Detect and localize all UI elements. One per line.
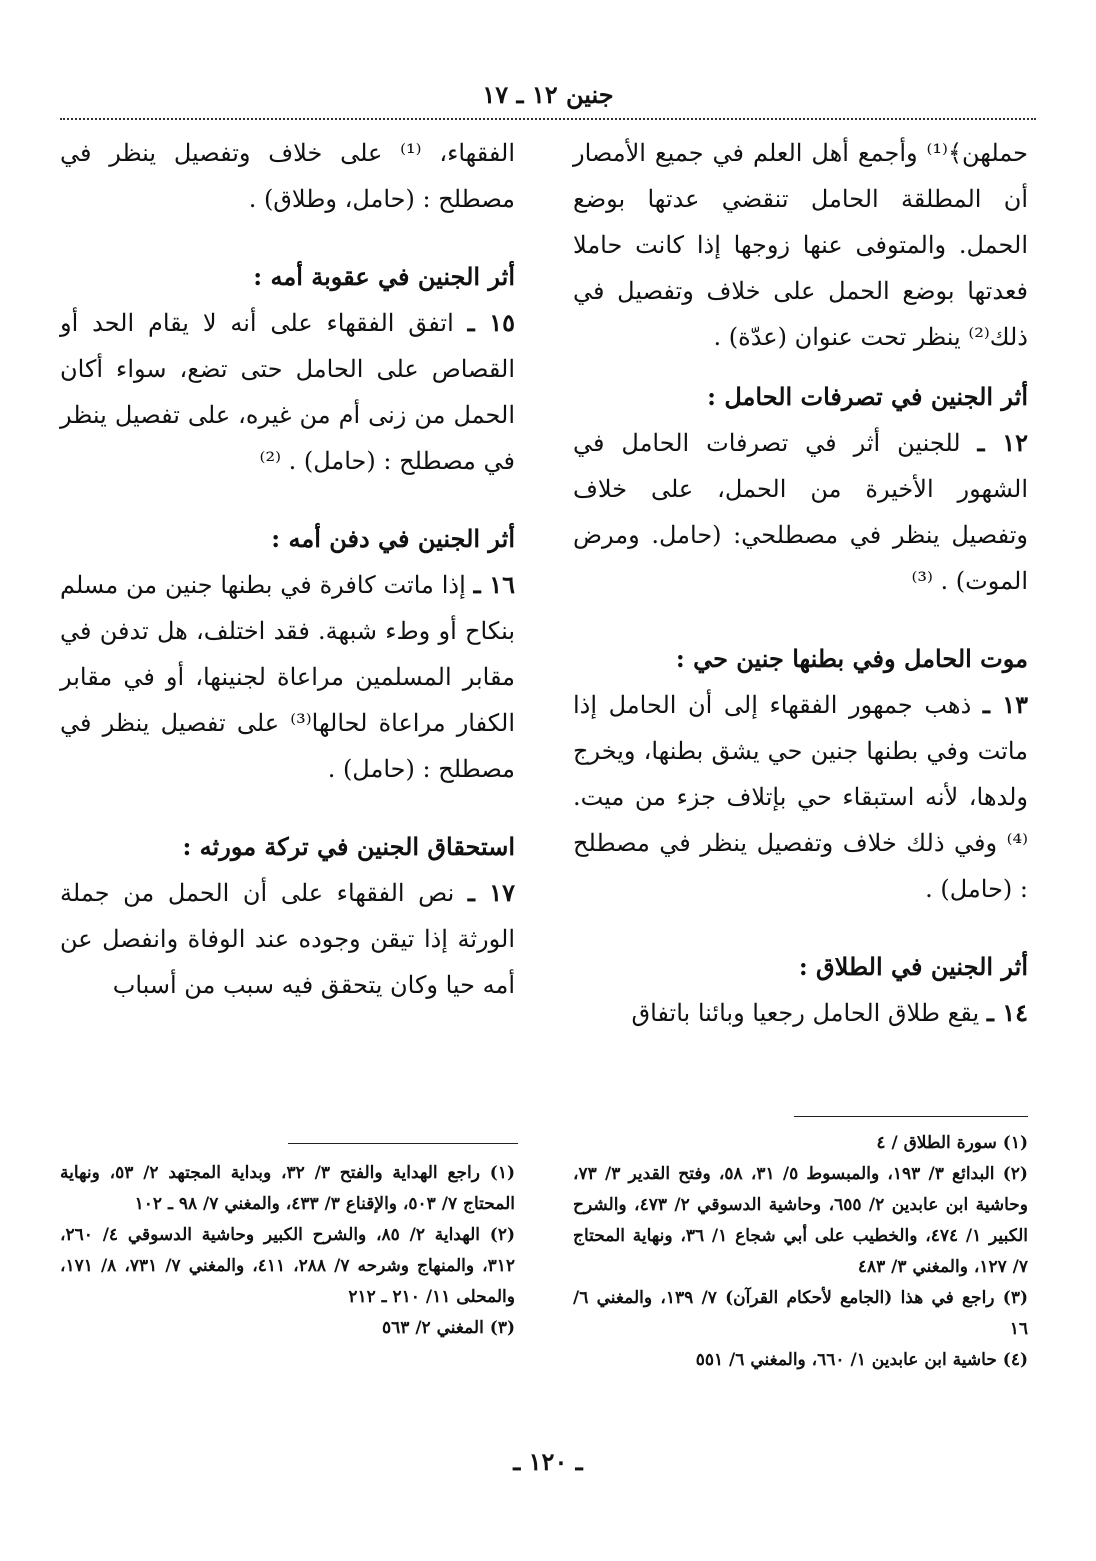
footnote <box>60 1158 515 1220</box>
header-dotted-rule <box>60 118 1036 120</box>
footnote <box>573 1159 1028 1283</box>
footnote <box>60 1220 515 1313</box>
section-heading-inheritance: استحقاق الجنين في تركة مورثه : <box>182 832 515 861</box>
paragraph-number: ١٦ ـ <box>473 570 515 599</box>
paragraph-13 <box>573 682 1028 912</box>
footnote-label: (١) <box>1002 1133 1028 1153</box>
paragraph-text: ذهب جمهور الفقهاء إلى أن الحامل إذا ماتت وفي بطنها جنين حي يشق بطنها، ويخرج ولدها، لأنه استبقاء حي بإتلاف جزء من ميت. ⁽⁴⁾ وفي ذلك خلاف وتفصيل ينظر في مصطلح : (حامل) . <box>573 691 1028 903</box>
footnote-rule-left <box>288 1143 518 1144</box>
paragraph-text: نص الفقهاء على أن الحمل من جملة الورثة إذا تيقن وجوده عند الوفاة وانفصل عن أمه حيا وكان يتحقق فيه سبب من أسباب <box>60 879 515 999</box>
footnote-text: الهداية ٢/ ٨٥، والشرح الكبير وحاشية الدسوقي ٤/ ٢٦٠، ٣١٢، والمنهاج وشرحه ٧/ ٢٨٨، ٤١١، والمغني ٧/ ٧٣١، ٨/ ١٧١، والمحلى ١١/ ٢١٠ ـ ٢١٢ <box>60 1225 516 1307</box>
section-heading-death-of-pregnant: موت الحامل وفي بطنها جنين حي : <box>675 644 1028 673</box>
paragraph-number: ١٣ ـ <box>982 690 1028 719</box>
footnote-label: (٤) <box>1002 1350 1028 1370</box>
paragraph-15 <box>60 300 515 484</box>
footnote-rule-right <box>794 1116 1028 1117</box>
footnote-text: راجع في هذا (الجامع لأحكام القرآن) ٧/ ١٣٩، والمغني ٦/ ١٦ <box>573 1288 1028 1339</box>
paragraph-text: للجنين أثر في تصرفات الحامل في الشهور الأخيرة من الحمل، على خلاف وتفصيل ينظر في مصطلحي: (حامل. ومرض الموت) . ⁽³⁾ <box>573 429 1028 595</box>
running-header: جنين ١٢ ـ ١٧ <box>482 80 614 109</box>
section-heading-dispositions: أثر الجنين في تصرفات الحامل : <box>707 382 1028 411</box>
footnote-label: (٢) <box>489 1225 515 1245</box>
paragraph-14 <box>573 990 1028 1036</box>
footnotes-right <box>573 1128 1028 1376</box>
footnote <box>60 1313 515 1344</box>
footnote-text: البدائع ٣/ ١٩٣، والمبسوط ٥/ ٣١، ٥٨، وفتح القدير ٣/ ٧٣، وحاشية ابن عابدين ٢/ ٦٥٥، وحاشية الدسوقي ٢/ ٤٧٣، والشرح الكبير ١/ ٤٧٤، والخطيب على أبي شجاع ١/ ٣٦، ونهاية المحتاج ٧/ ١٢٧، والمغني ٣/ ٤٨٣ <box>573 1164 1028 1277</box>
paragraph-number: ١٧ ـ <box>467 878 515 907</box>
paragraph-number: ١٢ ـ <box>977 428 1029 457</box>
section-heading-burial: أثر الجنين في دفن أمه : <box>271 524 515 553</box>
left-column <box>60 130 515 1008</box>
paragraph-divorce-cont: الفقهاء، ⁽¹⁾ على خلاف وتفصيل ينظر في مصطلح : (حامل، وطلاق) . <box>60 139 515 213</box>
footnote-text: راجع الهداية والفتح ٣/ ٣٢، وبداية المجتهد ٢/ ٥٣، ونهاية المحتاج ٧/ ٥٠٣، والإقناع ٣/ ٤٣٣، والمغني ٧/ ٩٨ ـ ١٠٢ <box>60 1163 515 1214</box>
footnote <box>573 1345 1028 1376</box>
section-heading-punishment: أثر الجنين في عقوبة أمه : <box>253 262 515 291</box>
paragraph-text: إذا ماتت كافرة في بطنها جنين من مسلم بنكاح أو وطء شبهة. فقد اختلف، هل تدفن في مقابر المسلمين مراعاة لجنينها، أو في مقابر الكفار مراعاة لحالها⁽³⁾ على تفصيل ينظر في مصطلح : (حامل) . <box>60 571 515 783</box>
paragraph-text: اتفق الفقهاء على أنه لا يقام الحد أو القصاص على الحامل حتى تضع، سواء أكان الحمل من زنى أم من غيره، على تفصيل ينظر في مصطلح : (حامل) . ⁽²⁾ <box>60 309 515 475</box>
footnote-label: (١) <box>489 1163 515 1183</box>
right-column <box>573 130 1028 1036</box>
footnote-label: (٣) <box>1002 1288 1028 1308</box>
paragraph-text: يقع طلاق الحامل رجعيا وبائنا باتفاق <box>631 999 980 1027</box>
footnote-text: حاشية ابن عابدين ١/ ٦٦٠، والمغني ٦/ ٥٥١ <box>695 1350 997 1370</box>
footnote-label: (٣) <box>489 1318 515 1338</box>
footnote-label: (٢) <box>1002 1164 1028 1184</box>
paragraph-16 <box>60 562 515 792</box>
paragraph-iddah: حملهن﴾⁽¹⁾ وأجمع أهل العلم في جميع الأمصار أن المطلقة الحامل تنقضي عدتها بوضع الحمل. والمتوفى عنها زوجها إذا كانت حاملا فعدتها بوضع الحمل على خلاف وتفصيل في ذلك⁽²⁾ ينظر تحت عنوان (عدّة) . <box>573 139 1028 351</box>
footnote <box>573 1128 1028 1159</box>
footnotes-left <box>60 1158 515 1344</box>
page-number: ـ ١٢٠ ـ <box>513 1447 583 1476</box>
footnote-text: سورة الطلاق / ٤ <box>876 1133 997 1153</box>
footnote <box>573 1283 1028 1345</box>
section-heading-divorce: أثر الجنين في الطلاق : <box>798 952 1028 981</box>
footnote-text: المغني ٢/ ٥٦٣ <box>382 1318 484 1338</box>
paragraph-number: ١٥ ـ <box>467 308 515 337</box>
paragraph-number: ١٤ ـ <box>986 998 1028 1027</box>
paragraph-17 <box>60 870 515 1008</box>
paragraph-12 <box>573 420 1028 604</box>
